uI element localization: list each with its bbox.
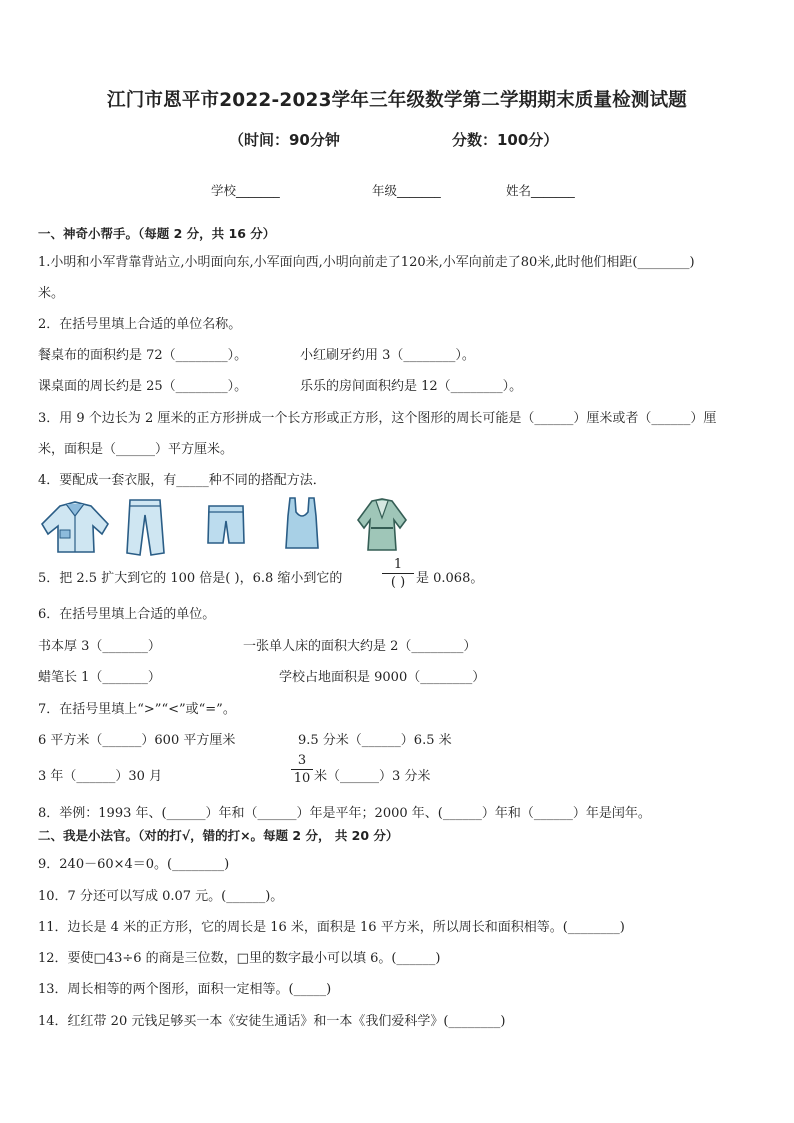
section-1-heading: 一、神奇小帮手。（每题 2 分，共 16 分） — [38, 226, 276, 241]
question-4: 4．要配成一套衣服，有_____种不同的搭配方法． — [38, 473, 326, 488]
question-2-d: 乐乐的房间面积约是 12（________）。 — [300, 379, 523, 394]
question-13: 13．周长相等的两个图形，面积一定相等。(_____) — [38, 982, 332, 997]
fraction-bar — [291, 769, 313, 770]
fraction-denominator: ( ) — [390, 575, 406, 590]
question-2-a: 餐桌布的面积约是 72（________）。 — [38, 348, 248, 363]
pants-icon — [124, 497, 166, 557]
question-6-d: 学校占地面积是 9000（________） — [279, 670, 486, 685]
coat-icon — [354, 498, 410, 552]
question-6-b: 一张单人床的面积大约是 2（________） — [243, 639, 477, 654]
question-14: 14．红红带 20 元钱足够买一本《安徒生通话》和一本《我们爱科学》(________) — [38, 1014, 506, 1029]
question-5-text: 5．把 2.5 扩大到它的 100 倍是( )，6.8 缩小到它的 — [38, 571, 343, 586]
question-7-c: 3 年（______）30 月 — [38, 769, 163, 784]
exam-time: （时间：90分钟 — [229, 131, 340, 149]
question-12: 12．要使□43÷6 的商是三位数，□里的数字最小可以填 6。(______) — [38, 951, 441, 966]
fraction-numerator: 1 — [393, 557, 403, 572]
question-2-stem: 2．在括号里填上合适的单位名称。 — [38, 317, 242, 332]
name-field: 姓名_______ — [506, 183, 575, 198]
fraction-denominator: 10 — [293, 771, 311, 786]
question-7-a: 6 平方米（______）600 平方厘米 — [38, 733, 236, 748]
jacket-icon — [38, 500, 113, 556]
fraction-bar — [382, 573, 414, 574]
question-2-b: 小红刷牙约用 3（________）。 — [300, 348, 475, 363]
question-9: 9．240－60×4＝0。(________) — [38, 857, 230, 872]
question-11: 11．边长是 4 米的正方形，它的周长是 16 米，面积是 16 平方米，所以周长和面积相等。(________) — [38, 920, 625, 935]
question-1-line-1: 1.小明和小军背靠背站立,小明面向东,小军面向西,小明向前走了120米,小军向前走了80米,此时他们相距(________) — [38, 255, 695, 270]
question-2-c: 课桌面的周长约是 25（________）。 — [38, 379, 248, 394]
question-7-fraction — [291, 753, 313, 786]
question-6-a: 书本厚 3（_______） — [38, 639, 161, 654]
question-3-line-1: 3．用 9 个边长为 2 厘米的正方形拼成一个长方形或正方形，这个图形的周长可能是（______）厘米或者（______）厘 — [38, 411, 717, 426]
question-5-tail: 是 0.068。 — [416, 571, 484, 586]
question-7-d: 米（______）3 分米 — [314, 769, 431, 784]
school-field: 学校_______ — [211, 183, 280, 198]
question-10: 10．7 分还可以写成 0.07 元。(______)。 — [38, 889, 284, 904]
question-6-c: 蜡笔长 1（_______） — [38, 670, 161, 685]
page-title: 江门市恩平市2022-2023学年三年级数学第二学期期末质量检测试题 — [107, 90, 687, 111]
question-7-b: 9.5 分米（______）6.5 米 — [298, 733, 452, 748]
exam-score: 分数：100分） — [452, 131, 559, 149]
vest-icon — [283, 496, 321, 550]
grade-field: 年级_______ — [372, 183, 441, 198]
question-5-fraction — [382, 557, 414, 590]
question-1-line-2: 米。 — [38, 286, 65, 301]
section-2-heading: 二、我是小法官。（对的打√，错的打×。每题 2 分， 共 20 分） — [38, 828, 399, 843]
question-7-stem: 7．在括号里填上“>”“<”或“=”。 — [38, 702, 236, 717]
question-8: 8．举例：1993 年、(______）年和（______）年是平年；2000 年、(______）年和（______）年是闰年。 — [38, 806, 651, 821]
shorts-icon — [206, 503, 246, 547]
question-3-line-2: 米，面积是（______）平方厘米。 — [38, 442, 234, 457]
question-6-stem: 6．在括号里填上合适的单位。 — [38, 607, 216, 622]
fraction-numerator: 3 — [297, 753, 307, 768]
